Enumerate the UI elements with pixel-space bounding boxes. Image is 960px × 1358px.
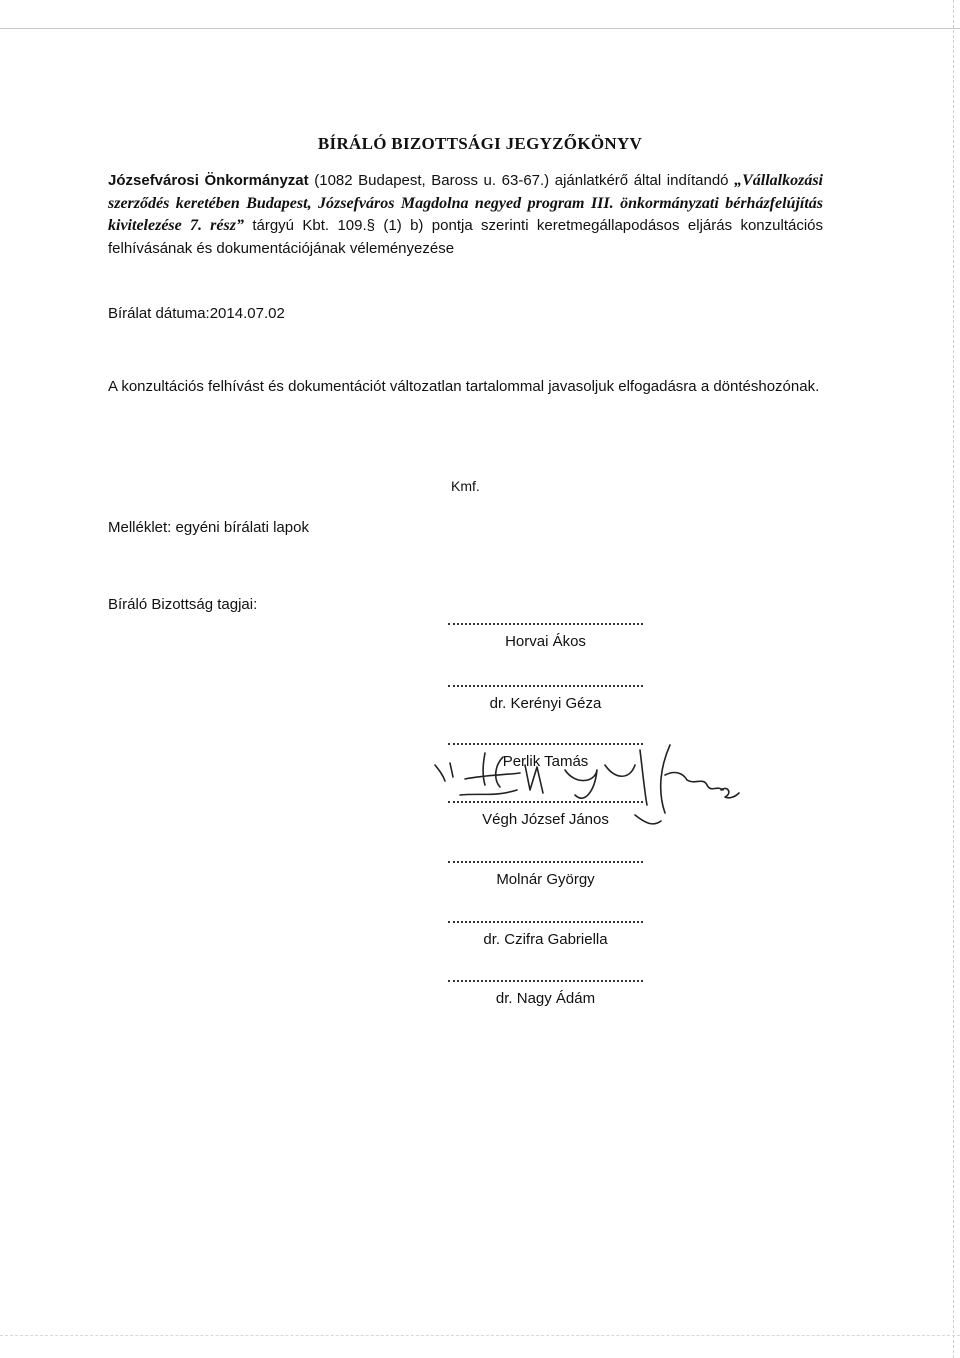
member-signature-block: [448, 623, 643, 650]
annex-line: Melléklet: egyéni bírálati lapok: [108, 519, 309, 536]
member-name: Horvai Ákos: [505, 633, 586, 650]
intro-paragraph: [108, 170, 823, 260]
handwritten-signature: [425, 735, 745, 845]
member-name: Perlik Tamás: [502, 753, 589, 770]
member-signature-block: [448, 861, 643, 888]
member-signature-block: [448, 685, 643, 712]
document-title: BÍRÁLÓ BIZOTTSÁGI JEGYZŐKÖNYV: [317, 134, 643, 153]
signature-line: [448, 921, 643, 923]
signature-line: [448, 623, 643, 625]
review-date: Bírálat dátuma:2014.07.02: [108, 305, 285, 322]
intro-address: (1082 Budapest, Baross u. 63-67.) ajánlatkérő által indítandó: [308, 172, 735, 189]
signature-line: [448, 980, 643, 982]
member-name: dr. Kerényi Géza: [489, 695, 602, 712]
member-signature-block: [448, 980, 643, 1007]
intro-tail: tárgyú Kbt. 109.§ (1) b) pontja szerinti keretmegállapodásos eljárás konzultációs felhívásának és dokumentációjának véleményezése: [108, 217, 824, 257]
member-name: dr. Czifra Gabriella: [483, 931, 608, 948]
signature-line: [448, 861, 643, 863]
scan-edge-right: [953, 0, 954, 1358]
signature-line: [448, 685, 643, 687]
recommendation-paragraph: A konzultációs felhívást és dokumentációt változatlan tartalommal javasoljuk elfogadásra a döntéshozónak.: [108, 378, 820, 395]
member-name: Végh József János: [482, 811, 609, 828]
members-heading: Bíráló Bizottság tagjai:: [108, 596, 258, 613]
scan-edge-top: [0, 28, 960, 29]
member-name: dr. Nagy Ádám: [495, 990, 596, 1007]
member-name: Molnár György: [496, 871, 595, 888]
intro-organization: Józsefvárosi Önkormányzat: [108, 172, 309, 189]
kmf-label: Kmf.: [451, 478, 480, 494]
member-signature-block: [448, 921, 643, 948]
scan-edge-bottom: [0, 1335, 960, 1336]
intro-project-title: „Vállalkozási szerződés keretében Budapest, Józsefváros Magdolna negyed program III. önkormányzati bérházfelújítás kivitelezése 7. rész”: [108, 172, 823, 234]
